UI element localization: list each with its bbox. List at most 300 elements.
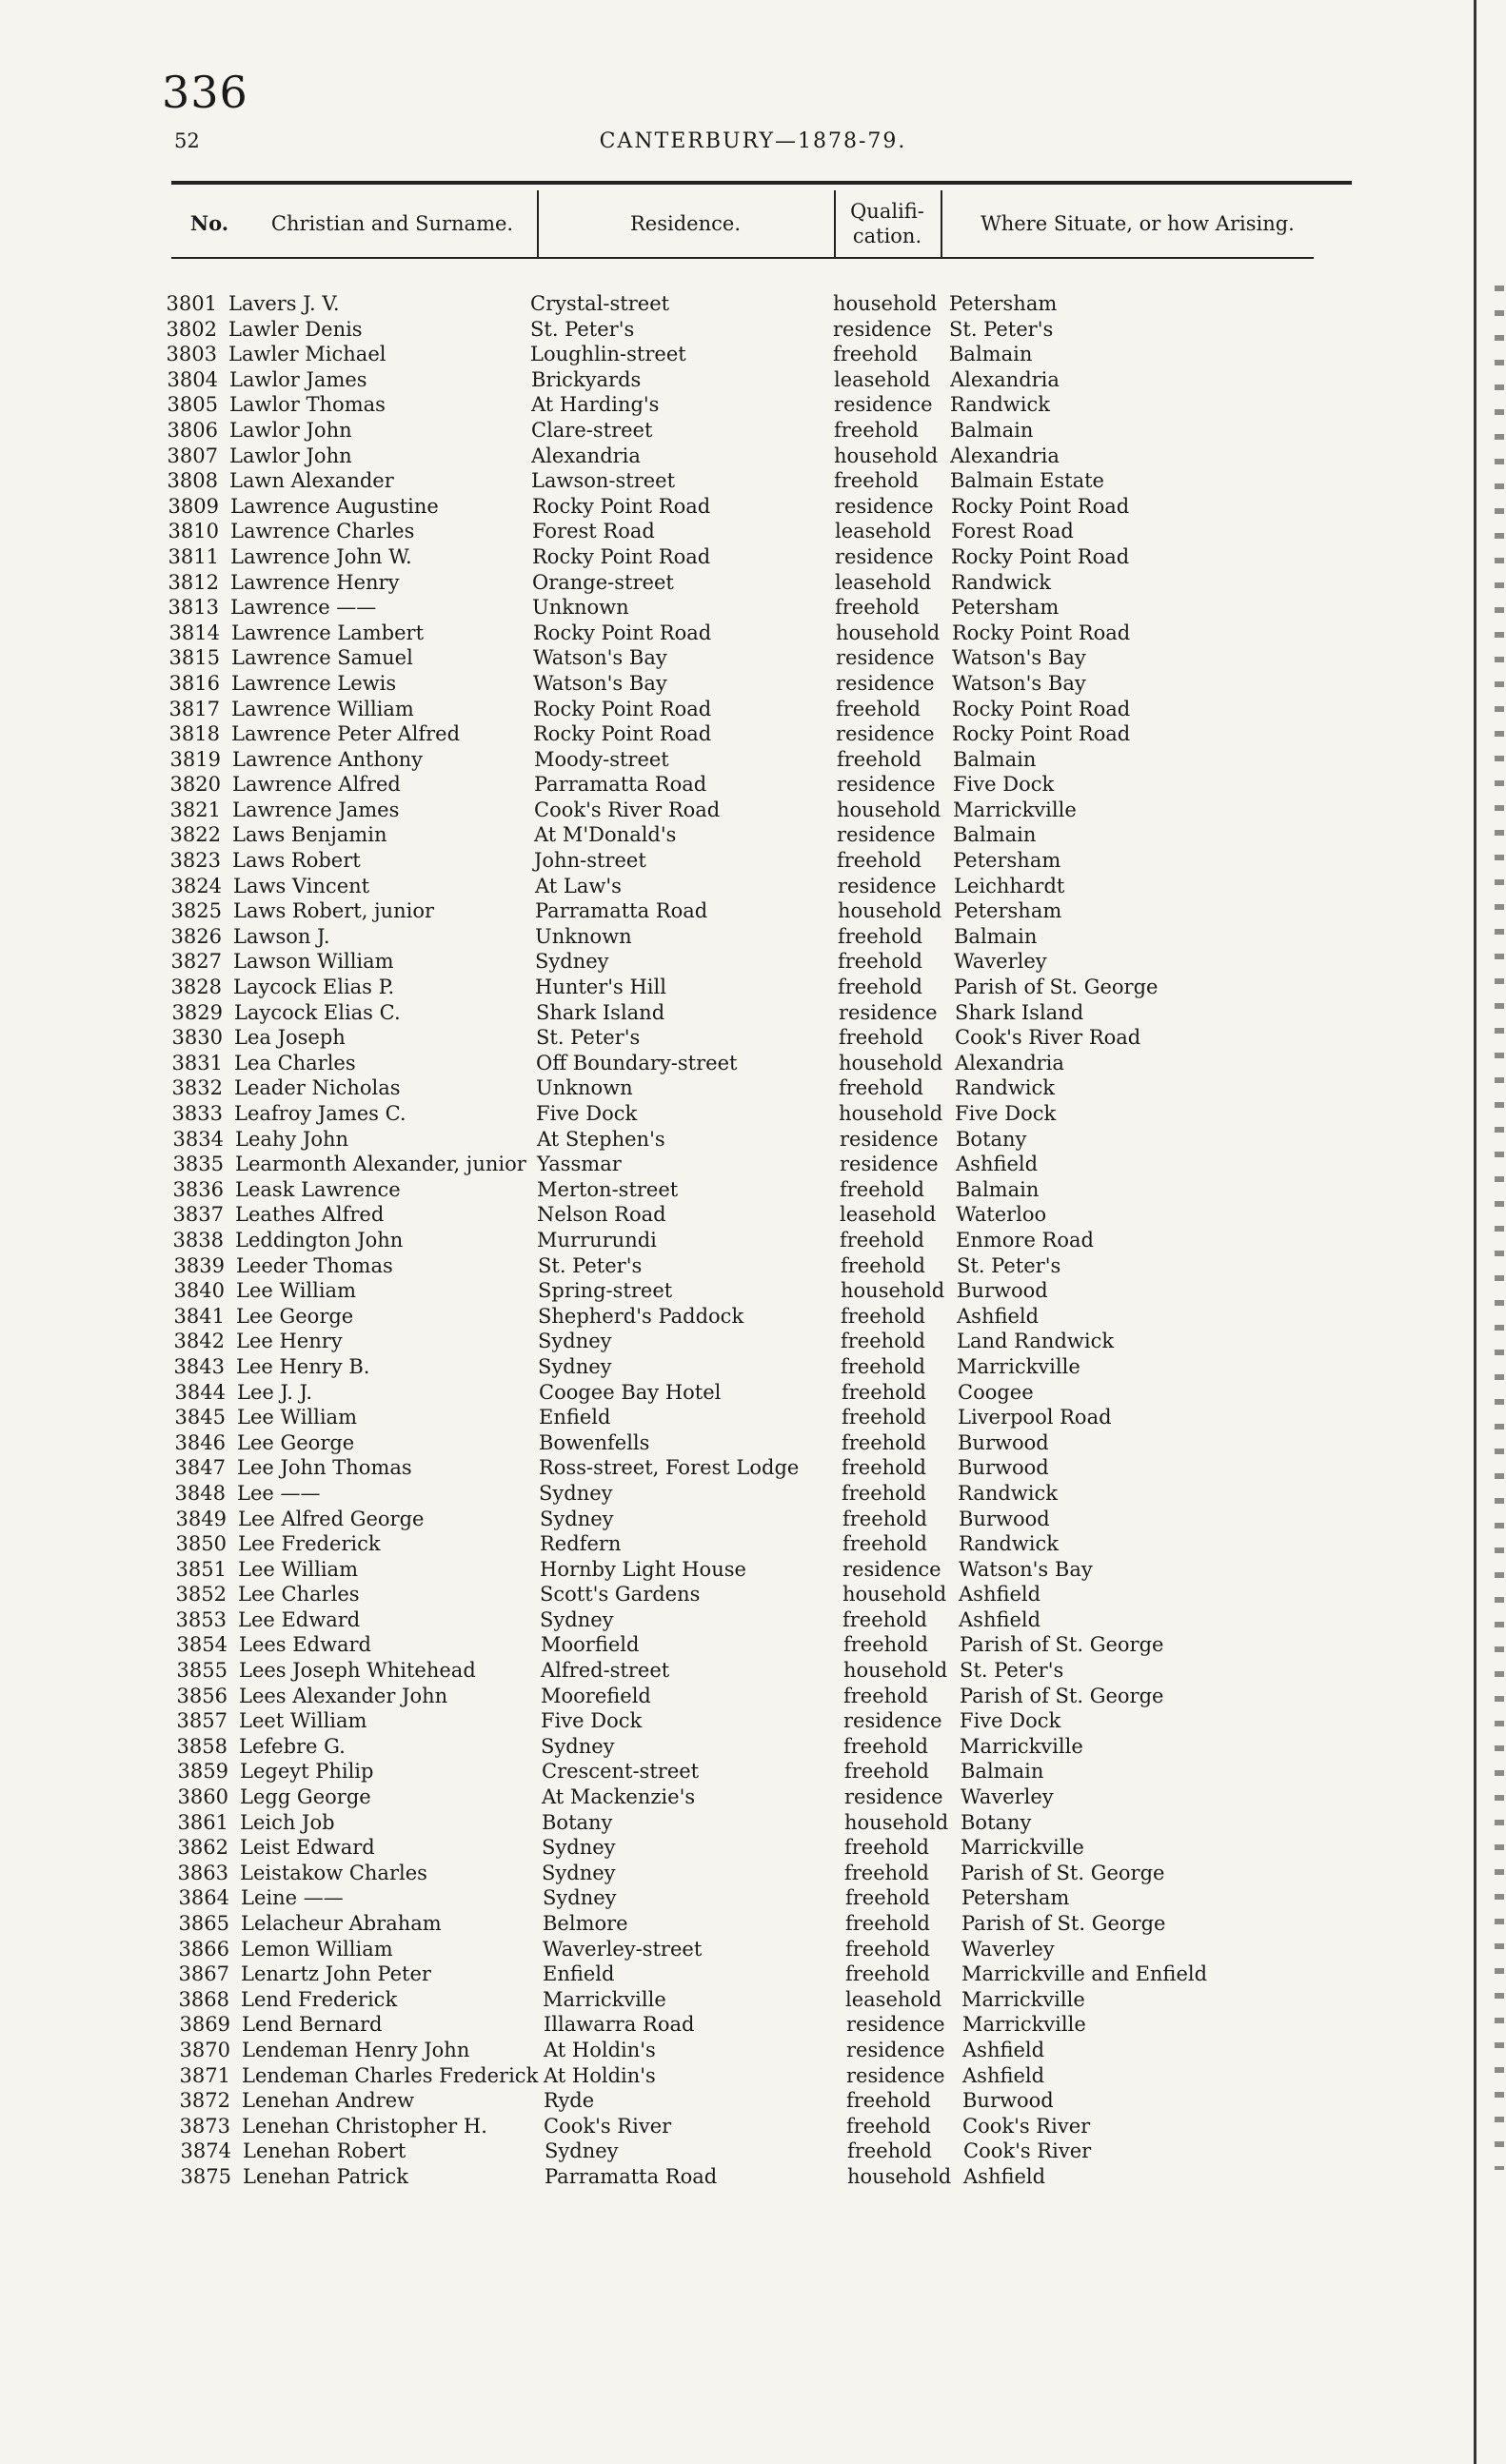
entry-residence: Spring-street — [538, 1279, 673, 1303]
entry-qualification: freehold — [842, 1481, 926, 1505]
entry-where-situate: Marrickville — [961, 1836, 1084, 1860]
table-row — [0, 1632, 1506, 1658]
entry-qualification: freehold — [839, 1026, 923, 1050]
entry-where-situate: Ashfield — [956, 1153, 1039, 1176]
table-row — [0, 747, 1506, 773]
entry-number: 3816 — [168, 671, 220, 695]
entry-where-situate: Balmain — [949, 343, 1033, 366]
entry-residence: Enfield — [543, 1962, 615, 1986]
entry-residence: Forest Road — [532, 520, 655, 543]
entry-name: Legeyt Philip — [240, 1760, 374, 1784]
entry-qualification: freehold — [846, 2114, 931, 2138]
entry-qualification: freehold — [835, 596, 920, 620]
entry-where-situate: Petersham — [953, 849, 1061, 873]
entry-qualification: freehold — [834, 469, 919, 493]
table-row — [0, 1658, 1506, 1684]
entry-number: 3827 — [170, 950, 222, 974]
entry-residence: Cook's River Road — [534, 798, 721, 821]
entry-number: 3872 — [179, 2089, 230, 2113]
entry-name: Lend Frederick — [241, 1987, 398, 2011]
entry-residence: Watson's Bay — [533, 646, 667, 670]
entry-number: 3825 — [170, 899, 222, 923]
entry-name: Lee Frederick — [238, 1532, 381, 1556]
entry-residence: Sydney — [541, 1734, 615, 1758]
table-row — [0, 1253, 1506, 1279]
table-row — [0, 1025, 1506, 1051]
entry-where-situate: Balmain — [956, 1177, 1040, 1201]
entry-name: Leeder Thomas — [236, 1253, 393, 1277]
entry-residence: Rocky Point Road — [533, 621, 712, 644]
entry-name: Lemon William — [241, 1937, 393, 1961]
entry-qualification: freehold — [836, 697, 921, 720]
table-row — [0, 1481, 1506, 1507]
entry-number: 3840 — [173, 1279, 225, 1303]
column-header-where: Where Situate, or how Arising. — [981, 211, 1295, 235]
entry-qualification: freehold — [841, 1354, 925, 1378]
table-row — [0, 519, 1506, 544]
table-row — [0, 772, 1506, 798]
entry-number: 3862 — [177, 1836, 228, 1860]
entry-where-situate: Cook's River — [962, 2114, 1091, 2138]
entry-name: Lawson William — [233, 950, 394, 974]
table-row — [0, 1304, 1506, 1330]
table-row — [0, 2012, 1506, 2038]
entry-qualification: freehold — [834, 418, 919, 442]
entry-where-situate: Rocky Point Road — [952, 722, 1131, 746]
entry-qualification: freehold — [842, 1406, 926, 1429]
table-row — [0, 949, 1506, 975]
table-row — [0, 2164, 1506, 2190]
entry-qualification: household — [842, 1583, 947, 1607]
entry-where-situate: Parish of St. George — [954, 976, 1159, 999]
entry-qualification: household — [833, 292, 938, 315]
table-row — [0, 645, 1506, 671]
entry-number: 3850 — [175, 1532, 227, 1556]
table-row — [0, 1961, 1506, 1987]
table-row — [0, 468, 1506, 494]
entry-where-situate: Enmore Road — [956, 1228, 1094, 1252]
entry-qualification: residence — [837, 823, 936, 847]
table-row — [0, 291, 1506, 317]
entry-qualification: freehold — [844, 1861, 929, 1884]
entry-where-situate: Marrickville — [962, 2013, 1086, 2037]
entry-residence: Nelson Road — [537, 1203, 666, 1227]
entry-qualification: freehold — [838, 976, 922, 999]
entry-number: 3808 — [167, 469, 218, 493]
table-row — [0, 570, 1506, 596]
entry-residence: Clare-street — [531, 418, 653, 442]
entry-where-situate: Marrickville — [957, 1354, 1080, 1378]
entry-qualification: freehold — [842, 1607, 927, 1631]
table-row — [0, 1228, 1506, 1253]
entry-residence: Five Dock — [536, 1102, 638, 1125]
entry-qualification: residence — [843, 1709, 942, 1733]
entry-qualification: household — [839, 1051, 943, 1074]
entry-number: 3856 — [176, 1684, 228, 1707]
table-row — [0, 848, 1506, 874]
entry-where-situate: Rocky Point Road — [952, 621, 1131, 644]
table-row — [0, 1177, 1506, 1203]
entry-number: 3820 — [169, 773, 221, 797]
entry-residence: Off Boundary-street — [536, 1051, 738, 1074]
entry-number: 3834 — [172, 1127, 224, 1151]
electoral-roll-list — [0, 291, 1506, 2190]
entry-qualification: freehold — [845, 1886, 930, 1910]
table-row — [0, 1734, 1506, 1760]
entry-number: 3845 — [174, 1406, 226, 1429]
entry-qualification: household — [839, 1102, 943, 1125]
table-row — [0, 822, 1506, 848]
entry-residence: St. Peter's — [530, 317, 635, 341]
entry-residence: Sydney — [543, 1886, 617, 1910]
entry-name: Leddington John — [235, 1228, 404, 1252]
entry-where-situate: Ashfield — [962, 2038, 1045, 2061]
entry-qualification: residence — [839, 1000, 938, 1024]
entry-where-situate: Petersham — [954, 899, 1062, 923]
table-row — [0, 2038, 1506, 2063]
entry-number: 3866 — [178, 1937, 229, 1961]
entry-number: 3838 — [172, 1228, 224, 1252]
entry-where-situate: Marrickville and Enfield — [961, 1962, 1208, 1986]
entry-where-situate: Balmain — [950, 418, 1034, 442]
entry-name: Lawrence John W. — [230, 544, 412, 568]
entry-residence: Rocky Point Road — [532, 544, 711, 568]
entry-qualification: residence — [835, 544, 934, 568]
entry-number: 3841 — [173, 1304, 225, 1328]
entry-where-situate: Randwick — [955, 1076, 1055, 1100]
entry-residence: Sydney — [538, 1330, 612, 1353]
entry-qualification: freehold — [842, 1507, 927, 1530]
entry-residence: Belmore — [543, 1912, 628, 1935]
entry-qualification: residence — [836, 671, 935, 695]
entry-residence: Merton-street — [537, 1177, 679, 1201]
entry-qualification: freehold — [837, 747, 921, 771]
entry-where-situate: Alexandria — [950, 367, 1060, 391]
entry-name: Lee Charles — [238, 1583, 360, 1607]
entry-name: Lawlor Thomas — [229, 393, 386, 417]
entry-number: 3864 — [178, 1886, 229, 1910]
entry-where-situate: Burwood — [958, 1456, 1049, 1480]
entry-qualification: residence — [833, 317, 932, 341]
entry-name: Legg George — [240, 1785, 371, 1809]
entry-name: Leahy John — [235, 1127, 349, 1151]
entry-number: 3874 — [180, 2139, 231, 2163]
table-row — [0, 1582, 1506, 1607]
entry-number: 3804 — [167, 367, 218, 391]
entry-number: 3801 — [166, 292, 217, 315]
entry-number: 3829 — [171, 1000, 223, 1024]
entry-qualification: residence — [836, 722, 935, 746]
table-row — [0, 1531, 1506, 1557]
entry-qualification: freehold — [846, 2089, 931, 2113]
table-row — [0, 975, 1506, 1000]
entry-residence: Rocky Point Road — [533, 722, 712, 746]
table-row — [0, 1202, 1506, 1228]
entry-number: 3844 — [174, 1380, 226, 1404]
entry-qualification: residence — [846, 2063, 945, 2087]
entry-qualification: freehold — [837, 849, 921, 873]
table-row — [0, 1455, 1506, 1481]
entry-qualification: residence — [837, 773, 936, 797]
entry-number: 3852 — [175, 1583, 227, 1607]
entry-number: 3842 — [173, 1330, 225, 1353]
entry-where-situate: Ashfield — [957, 1304, 1040, 1328]
entry-name: Lea Charles — [234, 1051, 356, 1074]
entry-qualification: household — [836, 621, 941, 644]
table-row — [0, 697, 1506, 722]
entry-number: 3853 — [175, 1607, 227, 1631]
entry-residence: At Harding's — [531, 393, 660, 417]
entry-where-situate: Watson's Bay — [952, 671, 1086, 695]
entry-residence: Unknown — [532, 596, 629, 620]
entry-qualification: freehold — [843, 1684, 928, 1707]
entry-residence: At Mackenzie's — [542, 1785, 696, 1809]
entry-residence: Sydney — [535, 950, 609, 974]
entry-residence: Moorfield — [541, 1633, 640, 1657]
entry-number: 3803 — [166, 343, 217, 366]
entry-name: Lee Henry — [236, 1330, 343, 1353]
entry-qualification: freehold — [841, 1253, 925, 1277]
entry-name: Laycock Elias P. — [233, 976, 395, 999]
table-row — [0, 317, 1506, 343]
table-row — [0, 1380, 1506, 1406]
entry-residence: Hornby Light House — [540, 1557, 746, 1581]
entry-number: 3867 — [178, 1962, 229, 1986]
entry-where-situate: Balmain Estate — [950, 469, 1104, 493]
entry-number: 3822 — [169, 823, 221, 847]
entry-residence: Sydney — [545, 2139, 619, 2163]
entry-where-situate: Petersham — [951, 596, 1060, 620]
entry-qualification: freehold — [845, 1937, 930, 1961]
table-row — [0, 1507, 1506, 1532]
column-header-residence: Residence. — [630, 211, 741, 235]
entry-qualification: residence — [842, 1557, 941, 1581]
entry-where-situate: Waverley — [961, 1785, 1054, 1809]
entry-where-situate: Watson's Bay — [952, 646, 1086, 670]
entry-qualification: household — [837, 798, 941, 821]
entry-residence: Parramatta Road — [534, 773, 707, 797]
entry-name: Lendeman Henry John — [242, 2038, 470, 2061]
entry-number: 3812 — [168, 570, 219, 594]
entry-residence: Lawson-street — [531, 469, 676, 493]
entry-residence: Orange-street — [532, 570, 674, 594]
entry-name: Lawrence Charles — [230, 520, 415, 543]
entry-name: Lavers J. V. — [228, 292, 340, 315]
entry-residence: Watson's Bay — [533, 671, 667, 695]
entry-where-situate: Cook's River Road — [955, 1026, 1141, 1050]
entry-residence: Parramatta Road — [545, 2164, 718, 2188]
entry-qualification: residence — [840, 1127, 939, 1151]
entry-number: 3817 — [168, 697, 220, 720]
entry-qualification: residence — [836, 646, 935, 670]
table-row — [0, 1430, 1506, 1456]
entry-residence: Waverley-street — [543, 1937, 703, 1961]
entry-where-situate: St. Peter's — [960, 1659, 1064, 1683]
entry-qualification: residence — [844, 1785, 943, 1809]
entry-residence: Scott's Gardens — [540, 1583, 701, 1607]
entry-number: 3846 — [174, 1430, 226, 1454]
entry-name: Lawson J. — [233, 924, 330, 948]
entry-name: Lee William — [236, 1279, 356, 1303]
entry-name: Learmonth Alexander, junior — [235, 1153, 526, 1176]
entry-number: 3819 — [169, 747, 221, 771]
entry-where-situate: Marrickville — [953, 798, 1077, 821]
table-row — [0, 2088, 1506, 2114]
entry-qualification: freehold — [842, 1380, 926, 1404]
table-row — [0, 1911, 1506, 1937]
entry-residence: Yassmar — [537, 1153, 622, 1176]
entry-name: Leist Edward — [240, 1836, 375, 1860]
entry-name: Lawler Michael — [228, 343, 386, 366]
entry-name: Lelacheur Abraham — [241, 1912, 442, 1935]
entry-where-situate: Randwick — [959, 1532, 1059, 1556]
entry-name: Leader Nicholas — [234, 1076, 401, 1100]
table-row — [0, 1278, 1506, 1304]
table-row — [0, 2114, 1506, 2139]
entry-where-situate: Cook's River — [963, 2139, 1092, 2163]
entry-name: Lee John Thomas — [237, 1456, 412, 1480]
entry-qualification: residence — [840, 1153, 939, 1176]
entry-where-situate: Waterloo — [956, 1203, 1047, 1227]
entry-qualification: residence — [835, 494, 934, 518]
entry-where-situate: Randwick — [958, 1481, 1058, 1505]
entry-number: 3854 — [176, 1633, 228, 1657]
entry-residence: Moorefield — [541, 1684, 651, 1707]
entry-number: 3833 — [171, 1102, 223, 1125]
entry-residence: Sydney — [542, 1861, 616, 1884]
entry-qualification: leasehold — [835, 520, 932, 543]
entry-name: Lawrence Anthony — [232, 747, 423, 771]
entry-qualification: household — [847, 2164, 952, 2188]
entry-where-situate: Botany — [956, 1127, 1027, 1151]
entry-residence: Coogee Bay Hotel — [539, 1380, 722, 1404]
table-row — [0, 595, 1506, 621]
table-row — [0, 1557, 1506, 1583]
entry-number: 3855 — [176, 1659, 228, 1683]
entry-where-situate: Petersham — [949, 292, 1058, 315]
entry-residence: Five Dock — [541, 1709, 643, 1733]
header-rule-top — [171, 181, 1352, 185]
entry-where-situate: Rocky Point Road — [952, 697, 1131, 720]
entry-where-situate: Shark Island — [955, 1000, 1084, 1024]
entry-where-situate: Parish of St. George — [960, 1684, 1164, 1707]
entry-name: Lea Joseph — [234, 1026, 346, 1050]
entry-name: Lenehan Christopher H. — [242, 2114, 487, 2138]
entry-where-situate: Alexandria — [950, 444, 1060, 467]
table-row — [0, 2063, 1506, 2089]
entry-qualification: residence — [834, 393, 933, 417]
entry-qualification: household — [841, 1279, 945, 1303]
entry-qualification: freehold — [844, 1836, 929, 1860]
entry-number: 3826 — [170, 924, 222, 948]
entry-number: 3806 — [167, 418, 218, 442]
entry-where-situate: Ashfield — [959, 1607, 1041, 1631]
entry-number: 3821 — [169, 798, 221, 821]
entry-number: 3863 — [177, 1861, 228, 1884]
entry-number: 3836 — [172, 1177, 224, 1201]
entry-residence: Marrickville — [543, 1987, 666, 2011]
entry-residence: Alexandria — [531, 444, 641, 467]
entry-qualification: freehold — [833, 343, 918, 366]
entry-where-situate: Five Dock — [953, 773, 1055, 797]
entry-name: Lawrence Augustine — [230, 494, 439, 518]
entry-name: Laws Robert, junior — [233, 899, 435, 923]
entry-qualification: residence — [838, 874, 937, 897]
entry-where-situate: Rocky Point Road — [951, 544, 1130, 568]
entry-qualification: residence — [846, 2013, 945, 2037]
section-page-number: 52 — [174, 129, 200, 152]
table-row — [0, 874, 1506, 899]
table-row — [0, 1000, 1506, 1026]
entry-number: 3810 — [168, 520, 219, 543]
entry-residence: Sydney — [542, 1836, 616, 1860]
entry-name: Leask Lawrence — [235, 1177, 401, 1201]
entry-name: Lawrence Henry — [230, 570, 400, 594]
entry-name: Leine —— — [241, 1886, 344, 1910]
entry-where-situate: Randwick — [951, 570, 1051, 594]
table-row — [0, 1861, 1506, 1886]
entry-residence: Brickyards — [531, 367, 642, 391]
entry-name: Lees Joseph Whitehead — [239, 1659, 476, 1683]
entry-number: 3868 — [178, 1987, 229, 2011]
entry-residence: Cook's River — [544, 2114, 672, 2138]
entry-qualification: freehold — [838, 924, 922, 948]
table-row — [0, 1784, 1506, 1810]
page-number: 336 — [162, 67, 248, 118]
entry-residence: Sydney — [540, 1607, 614, 1631]
entry-name: Lee George — [237, 1430, 355, 1454]
entry-residence: John-street — [534, 849, 646, 873]
entry-where-situate: Rocky Point Road — [951, 494, 1130, 518]
entry-name: Lawn Alexander — [229, 469, 394, 493]
entry-where-situate: Ashfield — [962, 2063, 1045, 2087]
entry-name: Lawrence Peter Alfred — [231, 722, 461, 746]
entry-name: Leet William — [239, 1709, 367, 1733]
entry-number: 3870 — [179, 2038, 230, 2061]
entry-name: Lees Alexander John — [239, 1684, 448, 1707]
entry-number: 3869 — [179, 2013, 230, 2037]
entry-where-situate: Burwood — [957, 1279, 1048, 1303]
table-row — [0, 1405, 1506, 1430]
entry-where-situate: Coogee — [958, 1380, 1034, 1404]
entry-name: Laws Robert — [232, 849, 361, 873]
entry-name: Lenartz John Peter — [241, 1962, 431, 1986]
table-row — [0, 1937, 1506, 1962]
entry-where-situate: Forest Road — [951, 520, 1074, 543]
entry-name: Leich Job — [240, 1810, 335, 1834]
table-row — [0, 1127, 1506, 1153]
entry-number: 3831 — [171, 1051, 223, 1074]
entry-number: 3818 — [168, 722, 220, 746]
entry-qualification: freehold — [842, 1430, 926, 1454]
entry-qualification: residence — [846, 2038, 945, 2061]
entry-where-situate: Petersham — [961, 1886, 1070, 1910]
entry-name: Lawlor James — [229, 367, 367, 391]
entry-number: 3860 — [177, 1785, 228, 1809]
entry-name: Lee William — [238, 1557, 358, 1581]
entry-number: 3851 — [175, 1557, 227, 1581]
entry-residence: Crescent-street — [542, 1760, 700, 1784]
entry-number: 3861 — [177, 1810, 228, 1834]
entry-number: 3823 — [169, 849, 221, 873]
entry-where-situate: Balmain — [954, 924, 1038, 948]
entry-residence: St. Peter's — [538, 1253, 643, 1277]
entry-residence: Alfred-street — [541, 1659, 670, 1683]
entry-where-situate: Ashfield — [959, 1583, 1041, 1607]
entry-name: Laycock Elias C. — [234, 1000, 401, 1024]
table-row — [0, 1759, 1506, 1784]
entry-residence: At Holdin's — [544, 2038, 656, 2061]
